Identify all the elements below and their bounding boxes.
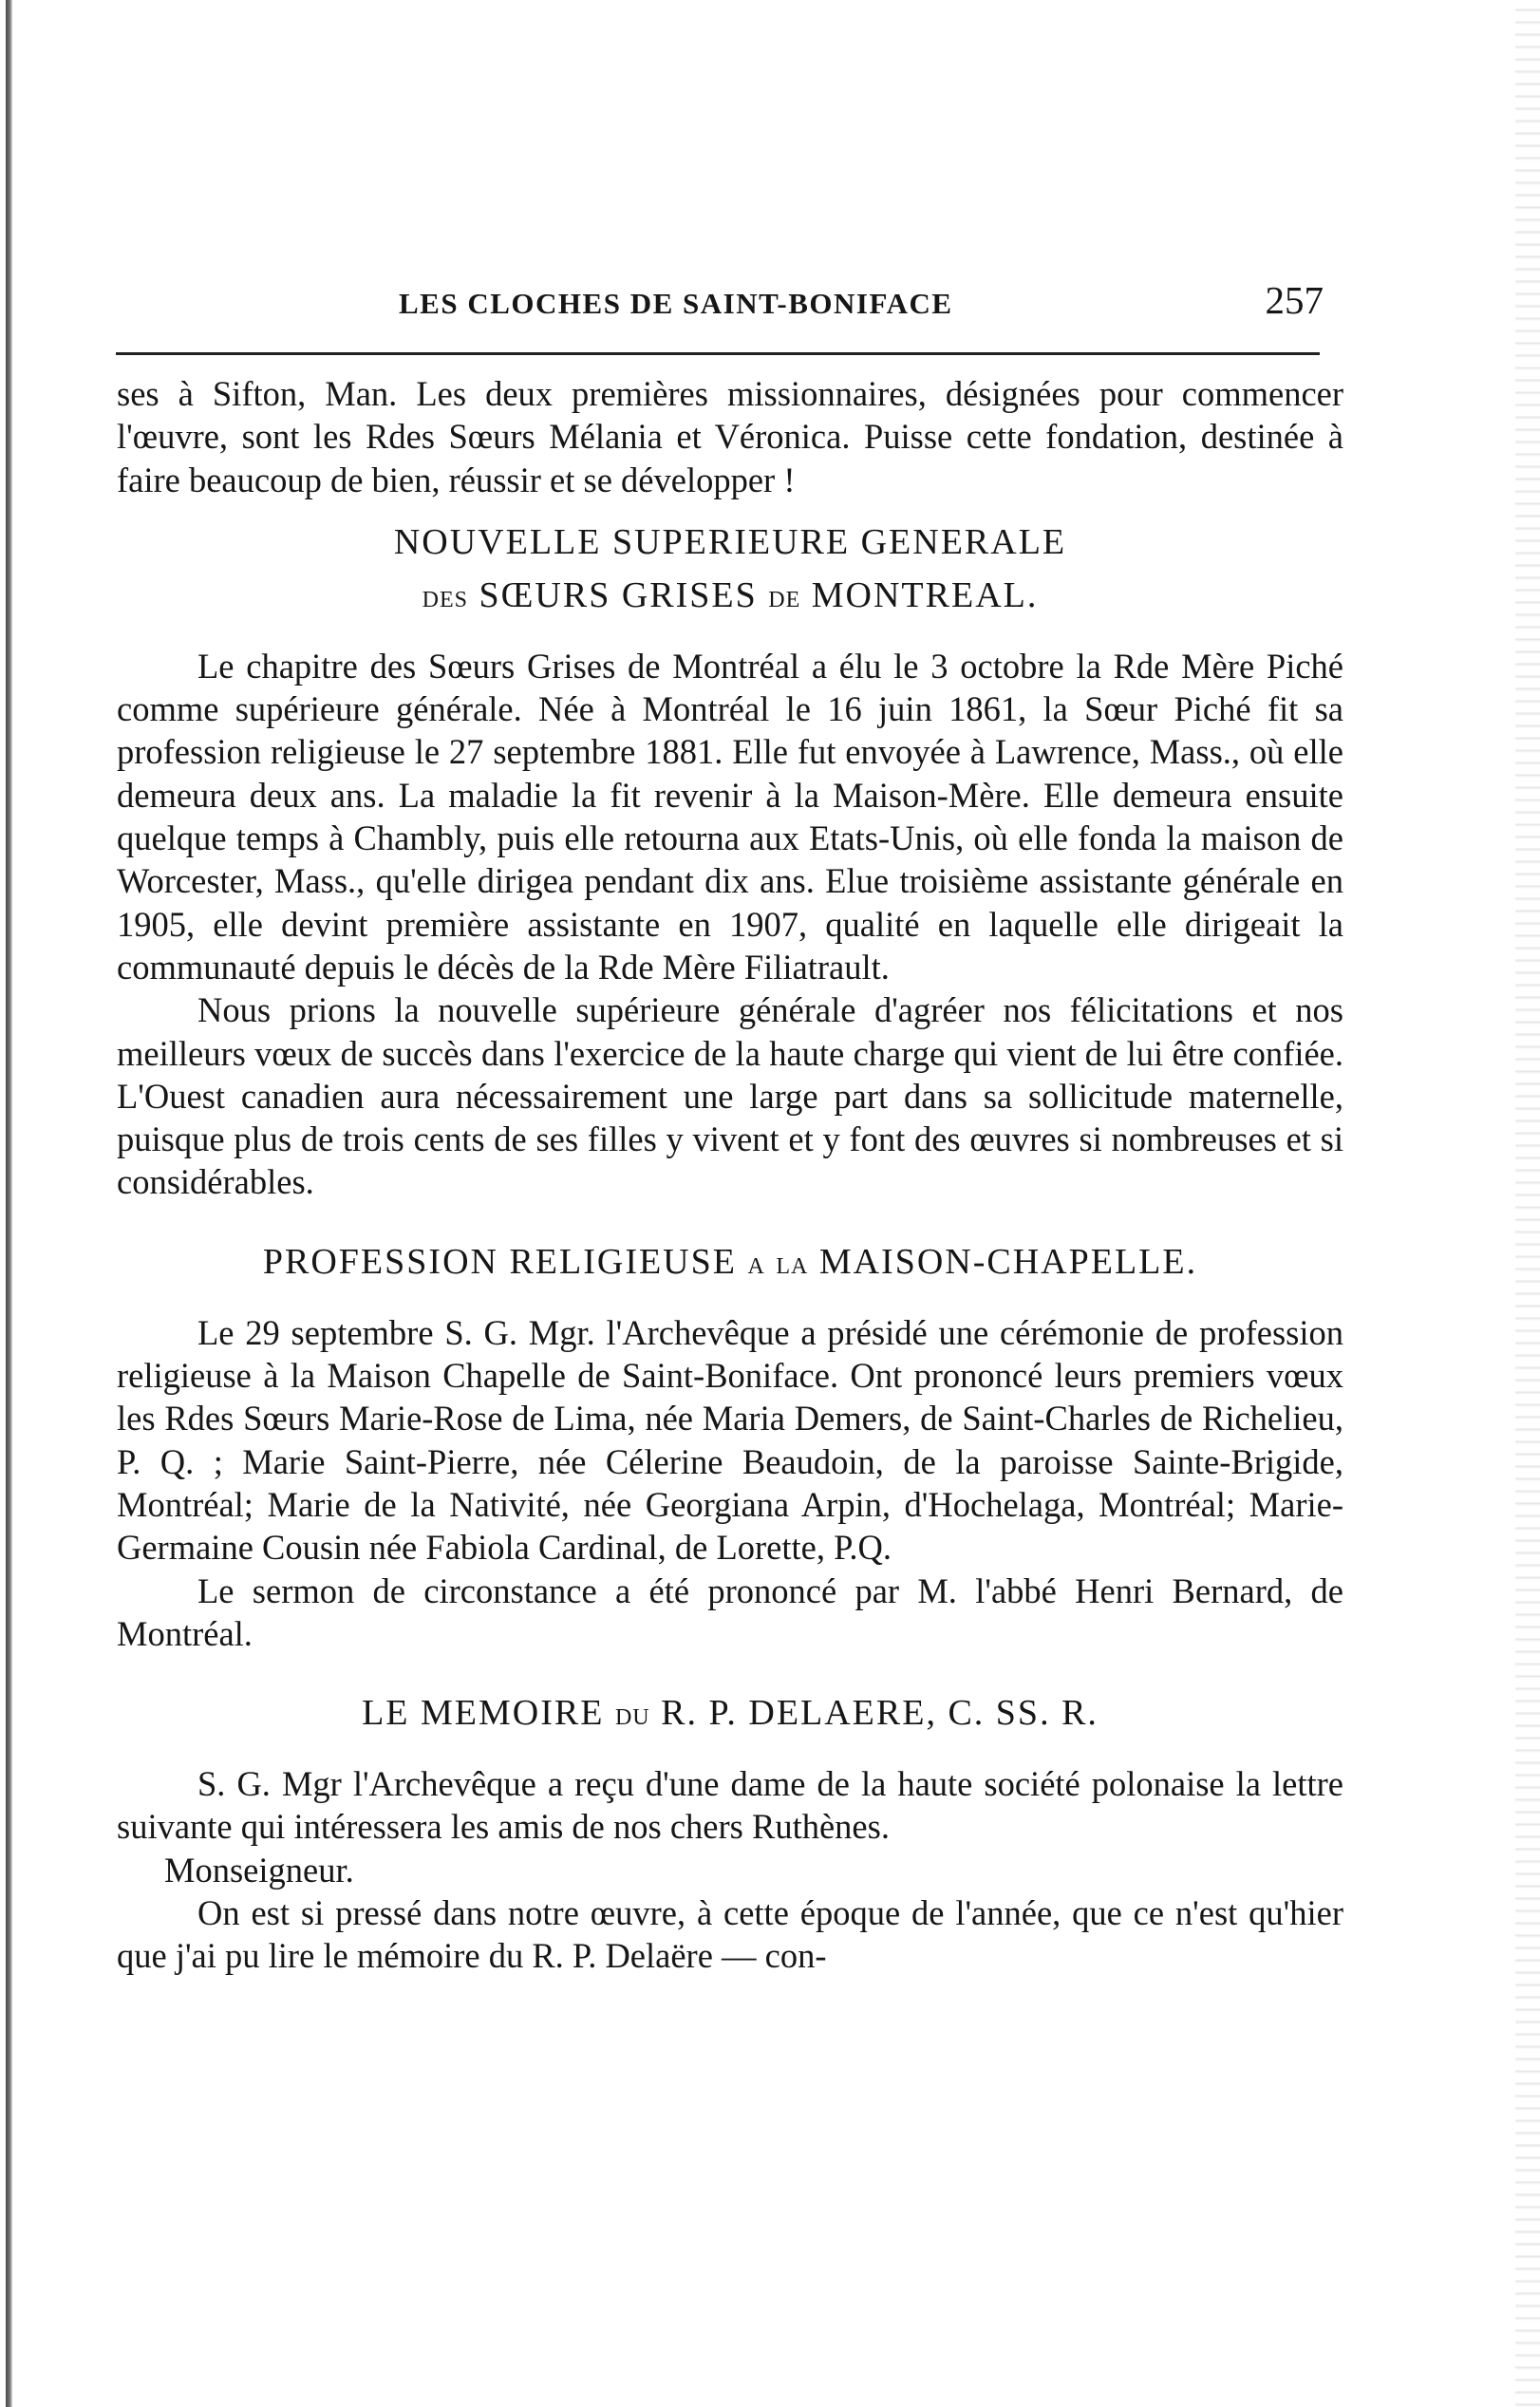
- section-heading-superieure-line1: [117, 518, 1343, 566]
- body-paragraph: Le chapitre des Sœurs Grises de Montréal a élu le 3 octobre la Rde Mère Piché comme supérieure générale. Née à Montréal le 16 juin 1861, la Sœur Piché fit sa profession religieuse le 27 septembre 1881. Elle fut envoyée à Lawrence, Mass., où elle demeura deux ans. La maladie la fit revenir à la Maison-Mère. Elle demeura ensuite quelque temps à Chambly, puis elle retourna aux Etats-Unis, où elle fonda la maison de Worcester, Mass., qu'elle dirigea pendant dix ans. Elue troisième assistante générale en 1905, elle devint première assistante en 1907, qualité en laquelle elle dirigeait la communauté depuis le décès de la Rde Mère Filiatrault.: [117, 646, 1343, 987]
- heading-small-word: A: [747, 1253, 765, 1279]
- body-paragraph: S. G. Mgr l'Archevêque a reçu d'une dame de la haute société polonaise la lettre suivante qui intéressera les amis de nos chers Ruthènes.: [117, 1764, 1343, 1847]
- body-paragraph: On est si pressé dans notre œuvre, à cette époque de l'année, que ce n'est qu'hier que j'ai pu lire le mémoire du R. P. Delaëre — con-: [117, 1893, 1343, 1976]
- header-rule: [116, 352, 1320, 355]
- section-heading-profession: [117, 1238, 1343, 1290]
- body-paragraph: Le 29 septembre S. G. Mgr. l'Archevêque a présidé une cérémonie de profession religieuse à la Maison Chapelle de Saint-Boniface. Ont prononcé leurs premiers vœux les Rdes Sœurs Marie-Rose de Lima, née Maria Demers, de Saint-Charles de Richelieu, P. Q. ; Marie Saint-Pierre, née Célerine Beaudoin, de la paroisse Sainte-Brigide, Montréal; Marie de la Nativité, née Georgiana Arpin, d'Hochelaga, Montréal; Marie-Germaine Cousin née Fabiola Cardinal, de Lorette, P.Q.: [117, 1312, 1343, 1568]
- page-number: 257: [1265, 278, 1324, 322]
- section-heading-superieure-line2: [117, 572, 1343, 624]
- section-heading-memoire: [117, 1689, 1343, 1741]
- body-paragraph: Le sermon de circonstance a été prononcé par M. l'abbé Henri Bernard, de Montréal.: [117, 1570, 1343, 1653]
- heading-small-word: DE: [768, 587, 801, 612]
- running-title: LES CLOCHES DE SAINT-BONIFACE: [399, 287, 953, 320]
- page-header: [116, 275, 1341, 332]
- page-body: [117, 372, 1343, 1978]
- heading-small-word: LA: [776, 1253, 809, 1279]
- heading-text: NOUVELLE SUPERIEURE GENERALE: [393, 521, 1067, 562]
- heading-small-word: DES: [422, 587, 468, 612]
- body-paragraph: Nous prions la nouvelle supérieure générale d'agréer nos félicitations et nos meilleurs vœux de succès dans l'exercice de la haute charge qui vient de lui être confiée. L'Ouest canadien aura nécessairement une large part dans sa sollicitude maternelle, puisque plus de trois cents de ses filles y vivent et y font des œuvres si nombreuses et si considérables.: [117, 990, 1343, 1202]
- page-edge-shadow: [1515, 0, 1540, 2407]
- heading-text: MAISON-CHAPELLE.: [818, 1241, 1198, 1282]
- binding-edge: [6, 0, 12, 2407]
- heading-small-word: DU: [614, 1705, 650, 1731]
- heading-text: R. P. DELAERE, C. SS. R.: [661, 1693, 1099, 1734]
- heading-text: SŒURS GRISES: [479, 574, 758, 615]
- letter-salutation: Monseigneur.: [164, 1850, 354, 1890]
- intro-paragraph: ses à Sifton, Man. Les deux premières missionnaires, désignées pour commencer l'œuvre, sont les Rdes Sœurs Mélania et Véronica. Puisse cette fondation, destinée à faire beaucoup de bien, réussir et se développer !: [117, 374, 1343, 499]
- heading-text: LE MEMOIRE: [362, 1693, 605, 1734]
- heading-text: MONTREAL.: [811, 574, 1039, 615]
- heading-text: PROFESSION RELIGIEUSE: [262, 1241, 737, 1282]
